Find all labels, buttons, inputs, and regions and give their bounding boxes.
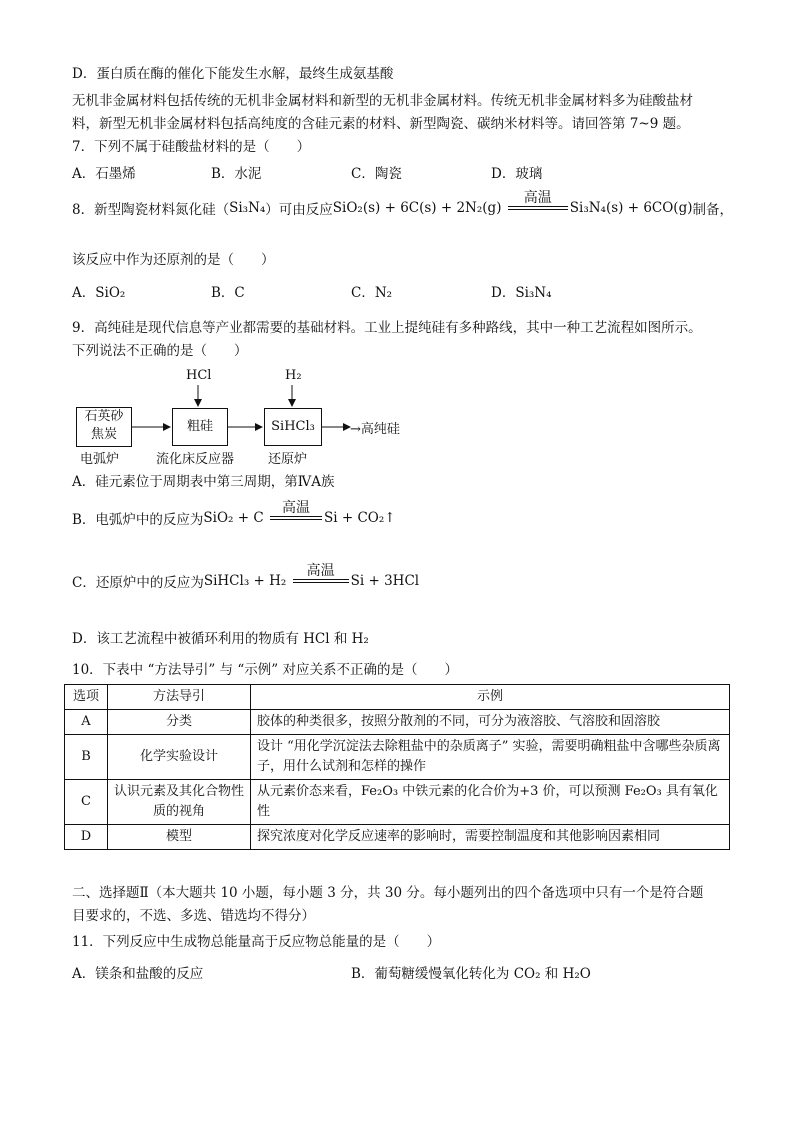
header-method: 方法导引 <box>108 685 251 710</box>
label-arc-furnace: 电弧炉 <box>80 452 120 467</box>
row-example: 胶体的种类很多，按照分散剂的不同，可分为液溶胶、气溶胶和固溶胶 <box>251 710 730 735</box>
row-example: 设计 “用化学沉淀法去除粗盐中的杂质离子” 实验，需要明确粗盐中含哪些杂质离子，用什么试剂和怎样的操作 <box>251 735 730 780</box>
table-row <box>65 710 730 735</box>
q8-option-b: B．C <box>211 285 245 301</box>
table-row <box>65 780 730 825</box>
q10-stem: 10．下表中 “方法导引” 与 “示例” 对应关系不正确的是（ ） <box>72 662 458 678</box>
q9-option-c <box>72 563 419 599</box>
box-sihcl3: SiHCl₃ <box>264 408 322 446</box>
q10-table <box>64 684 730 850</box>
q8-option-d: D．Si₃N₄ <box>491 285 552 301</box>
q8-products: Si₃N₄(s) + 6CO(g) <box>569 200 693 216</box>
q11-option-a: A．镁条和盐酸的反应 <box>72 966 204 982</box>
q9-line-2: 下列说法不正确的是（ ） <box>72 343 248 359</box>
q6-option-d: D．蛋白质在酶的催化下能发生水解，最终生成氨基酸 <box>72 66 394 82</box>
row-example: 探究浓度对化学反应速率的影响时，需要控制温度和其他影响因素相同 <box>251 825 730 850</box>
box1-line-2: 焦炭 <box>90 427 117 442</box>
q9-c-condition: 高温 <box>306 563 335 579</box>
q11-option-b: B．葡萄糖缓慢氧化转化为 CO₂ 和 H₂O <box>351 966 591 982</box>
q8-option-c: C．N₂ <box>351 285 393 301</box>
q9-c-condition-arrow <box>293 563 349 599</box>
label-fluidized-bed: 流化床反应器 <box>156 452 235 467</box>
input-hcl: HCl <box>186 368 212 383</box>
input-h2: H₂ <box>285 368 302 383</box>
box-crude-silicon: 粗硅 <box>172 408 228 446</box>
row-method: 认识元素及其化合物性质的视角 <box>108 780 251 825</box>
row-option: C <box>65 780 108 825</box>
q9-b-condition-arrow <box>270 500 322 536</box>
section2-line-1: 二、选择题Ⅱ（本大题共 10 小题，每小题 3 分，共 30 分。每小题列出的四个备选项中只有一个是符合题 <box>72 885 704 901</box>
q7-stem: 7．下列不属于硅酸盐材料的是（ ） <box>72 139 311 155</box>
q8-stem-mid: ）可由反应 <box>265 202 333 218</box>
q7-option-b: B．水泥 <box>211 166 262 182</box>
q8-stem-prefix: 8．新型陶瓷材料氮化硅（ <box>72 202 230 218</box>
box-quartz-coke <box>76 407 132 447</box>
q9-option-c-right: Si + 3HCl <box>350 573 420 589</box>
q9-option-b-left: SiO₂ + C <box>203 510 264 526</box>
header-example: 示例 <box>251 685 730 710</box>
q9-b-condition: 高温 <box>282 500 310 516</box>
section2-line-2: 目要求的，不选、多选、错选均不得分） <box>72 908 315 924</box>
q8-formula: Si₃N₄ <box>229 200 266 216</box>
q9-option-d: D．该工艺流程中被循环利用的物质有 HCl 和 H₂ <box>72 631 369 647</box>
q9-option-b-prefix: B．电弧炉中的反应为 <box>72 512 204 528</box>
table-header-row <box>65 685 730 710</box>
row-option: B <box>65 735 108 780</box>
q9-option-a: A．硅元素位于周期表中第三周期，第ⅣA族 <box>72 474 335 490</box>
box1-line-1: 石英砂 <box>84 409 124 424</box>
flow-arrows <box>0 0 794 470</box>
q9-option-b-right: Si + CO₂↑ <box>324 510 396 526</box>
q8-condition: 高温 <box>523 190 552 206</box>
q8-line-2: 该反应中作为还原剂的是（ ） <box>72 252 275 268</box>
row-method: 化学实验设计 <box>108 735 251 780</box>
q11-stem: 11．下列反应中生成物总能量高于反应物总能量的是（ ） <box>72 934 441 950</box>
label-reduction-furnace: 还原炉 <box>268 452 308 467</box>
q8-option-a: A．SiO₂ <box>72 285 126 301</box>
table-row <box>65 825 730 850</box>
table-row <box>65 735 730 780</box>
q8-reactants: SiO₂(s) + 6C(s) + 2N₂(g) <box>332 200 502 216</box>
row-option: D <box>65 825 108 850</box>
output-pure-silicon: →高纯硅 <box>350 422 400 437</box>
row-method: 模型 <box>108 825 251 850</box>
q8-stem-suffix: 制备， <box>692 202 733 218</box>
q7-option-a: A．石墨烯 <box>72 166 136 182</box>
intro-line-2: 料，新型无机非金属材料包括高纯度的含硅元素的材料、新型陶瓷、碳纳米材料等。请回答第 7~9 题。 <box>72 116 690 132</box>
intro-line-1: 无机非金属材料包括传统的无机非金属材料和新型的无机非金属材料。传统无机非金属材料多为硅酸盐材 <box>72 93 693 109</box>
row-example: 从元素价态来看，Fe₂O₃ 中铁元素的化合价为+3 价，可以预测 Fe₂O₃ 具有氧化性 <box>251 780 730 825</box>
q9-option-c-prefix: C．还原炉中的反应为 <box>72 575 204 591</box>
header-option: 选项 <box>65 685 108 710</box>
q9-option-c-left: SiHCl₃ + H₂ <box>203 573 287 589</box>
q9-option-b <box>72 500 396 536</box>
row-method: 分类 <box>108 710 251 735</box>
q7-option-c: C．陶瓷 <box>351 166 402 182</box>
q9-line-1: 9．高纯硅是现代信息等产业都需要的基础材料。工业上提纯硅有多种路线，其中一种工艺流程如图所示。 <box>72 320 702 336</box>
row-option: A <box>65 710 108 735</box>
q7-option-d: D．玻璃 <box>491 166 543 182</box>
